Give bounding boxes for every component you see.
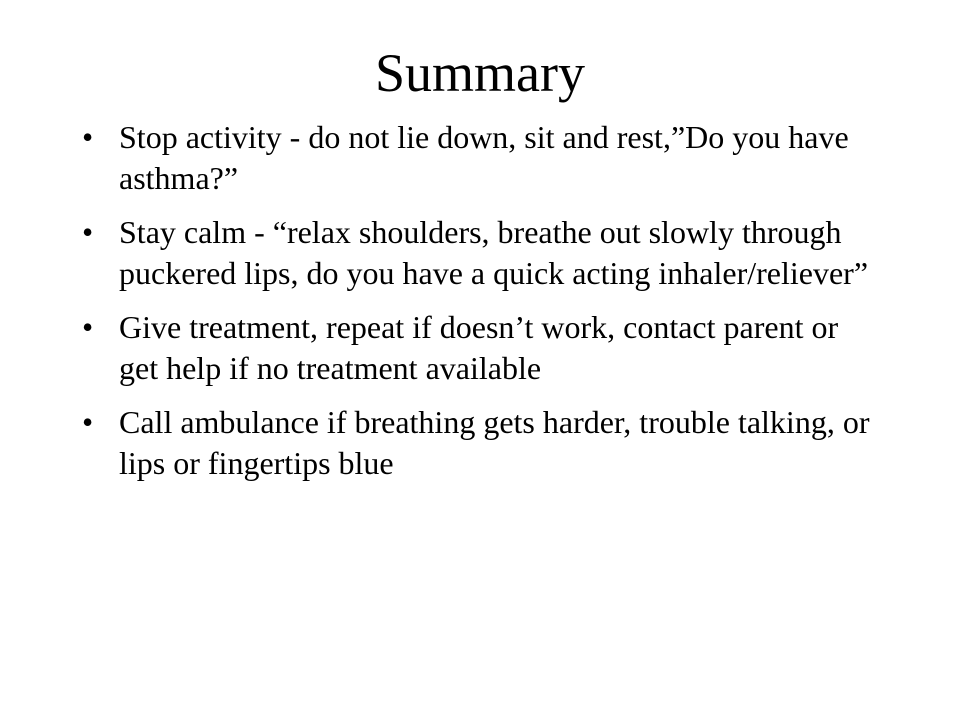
- slide-title: Summary: [375, 43, 585, 103]
- bullet-text: Give treatment, repeat if doesn’t work, contact parent or get help if no treatment available: [119, 309, 839, 386]
- bullet-text: Stop activity - do not lie down, sit and rest,”Do you have asthma?”: [119, 119, 849, 196]
- bullet-item-call-ambulance: [82, 402, 882, 484]
- bullet-dot-icon: •: [82, 214, 94, 250]
- bullet-item-stop-activity: [82, 117, 882, 199]
- bullet-item-give-treatment: [82, 307, 882, 389]
- bullet-dot-icon: •: [82, 309, 94, 345]
- bullet-text: Call ambulance if breathing gets harder, trouble talking, or lips or fingertips blue: [119, 404, 870, 481]
- bullet-list: [82, 117, 882, 497]
- bullet-dot-icon: •: [82, 404, 94, 440]
- bullet-text: Stay calm - “relax shoulders, breathe out slowly through puckered lips, do you have a quick acting inhaler/reliever”: [119, 214, 869, 291]
- bullet-dot-icon: •: [82, 119, 94, 155]
- bullet-item-stay-calm: [82, 212, 882, 294]
